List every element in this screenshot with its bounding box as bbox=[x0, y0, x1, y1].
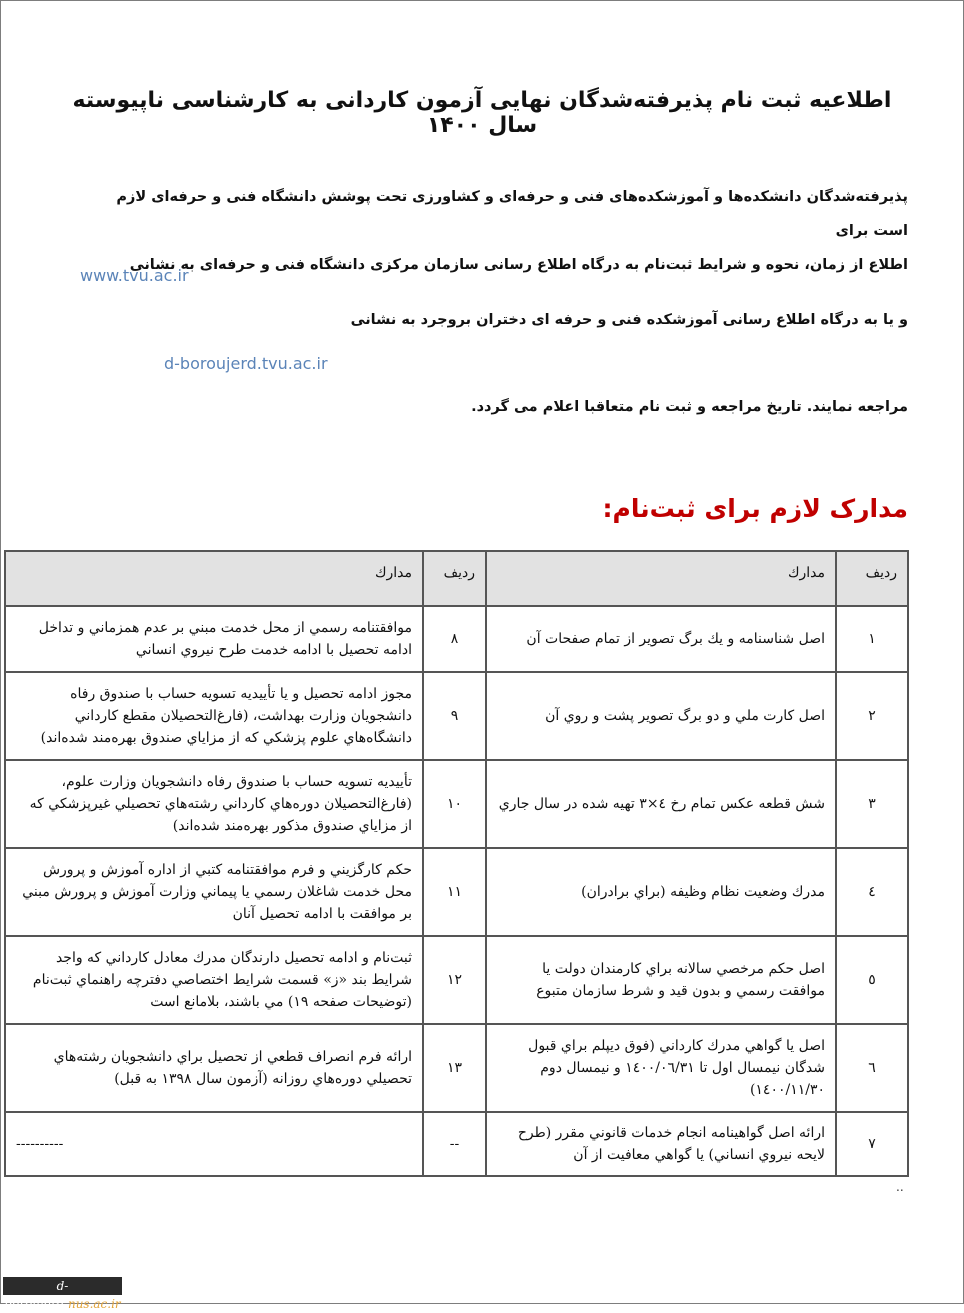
row-number: ٧ bbox=[836, 1112, 908, 1176]
header-row-number: رديف bbox=[836, 551, 908, 606]
row-number: ١٠ bbox=[423, 760, 486, 848]
stray-dots: .. bbox=[896, 1180, 904, 1194]
header-documents-2: مدارك bbox=[5, 551, 423, 606]
watermark-prefix: d-boroujerd. bbox=[4, 1279, 69, 1311]
document-cell: تأييديه تسويه حساب با صندوق رفاه دانشجويان وزارت علوم، (فارغ‌التحصيلان دوره‌هاي كارداني رشته‌هاي تحصيلي غيرپزشكي كه از مزاياي صندوق مذكور بهره‌مند شده‌اند) bbox=[5, 760, 423, 848]
row-number: ٣ bbox=[836, 760, 908, 848]
page-title: اطلاعیه ثبت نام پذیرفته‌شدگان نهایی آزمون کاردانی به کارشناسی ناپیوسته سال ۱۴۰۰ bbox=[72, 88, 892, 138]
row-number: ٨ bbox=[423, 606, 486, 672]
table-header-row bbox=[5, 551, 908, 606]
table-row bbox=[5, 936, 908, 1024]
table-row bbox=[5, 1112, 908, 1176]
intro-line-2: اطلاع از زمان، نحوه و شرایط ثبت‌نام به درگاه اطلاع رسانی سازمان مرکزی دانشگاه فنی و حرفه‌ای به نشانی bbox=[129, 257, 908, 273]
row-number: ١٣ bbox=[423, 1024, 486, 1112]
document-cell: موافقتنامه رسمي از محل خدمت مبني بر عدم همزماني و تداخل ادامه تحصيل با ادامه خدمت طرح نيروي انساني bbox=[5, 606, 423, 672]
header-row-number-2: رديف bbox=[423, 551, 486, 606]
required-documents-heading: مدارک لازم برای ثبت‌نام: bbox=[602, 494, 908, 523]
document-cell: اصل يا گواهي مدرك كارداني (فوق ديپلم براي قبول شدگان نيمسال اول تا ١٤٠٠/٠٦/٣١ و نيمسال دوم ١٤٠٠/١١/٣٠) bbox=[486, 1024, 836, 1112]
row-number: ١١ bbox=[423, 848, 486, 936]
watermark-domain: nus.ac.ir bbox=[67, 1297, 121, 1311]
document-cell: ---------- bbox=[5, 1112, 423, 1176]
row-number: ٥ bbox=[836, 936, 908, 1024]
document-cell: اصل كارت ملي و دو برگ تصوير پشت و روي آن bbox=[486, 672, 836, 760]
header-documents: مدارك bbox=[486, 551, 836, 606]
document-cell: اصل حكم مرخصي سالانه براي كارمندان دولت يا موافقت رسمي و بدون قيد و شرط سازمان متبوع bbox=[486, 936, 836, 1024]
tvu-website-link[interactable]: www.tvu.ac.ir bbox=[80, 266, 189, 285]
row-number: ٦ bbox=[836, 1024, 908, 1112]
row-number: ١٢ bbox=[423, 936, 486, 1024]
row-number: ٩ bbox=[423, 672, 486, 760]
table-row bbox=[5, 1024, 908, 1112]
table-row bbox=[5, 760, 908, 848]
document-cell: ارائه فرم انصراف قطعي از تحصيل براي دانشجويان رشته‌هاي تحصيلي دوره‌هاي روزانه (آزمون سال ١٣٩٨ به قبل) bbox=[5, 1024, 423, 1112]
row-number: ٤ bbox=[836, 848, 908, 936]
table-row bbox=[5, 848, 908, 936]
table-row bbox=[5, 672, 908, 760]
document-cell: ارائه اصل گواهينامه انجام خدمات قانوني مقرر (طرح لايحه نيروي انساني) يا گواهي معافيت از آن bbox=[486, 1112, 836, 1176]
row-number: -- bbox=[423, 1112, 486, 1176]
intro-line-3: و یا به درگاه اطلاع رسانی آموزشکده فنی و حرفه ای دختران بروجرد به نشانی bbox=[350, 312, 908, 328]
row-number: ٢ bbox=[836, 672, 908, 760]
intro-paragraph bbox=[88, 180, 908, 282]
row-number: ١ bbox=[836, 606, 908, 672]
required-documents-table bbox=[4, 550, 909, 1177]
document-cell: ثبت‌نام و ادامه تحصيل دارندگان مدرك معادل كارداني كه واجد شرايط بند «ز» قسمت شرايط اختصاصي دفترچه راهنماي ثبت‌نام (توضيحات صفحه ١٩) مي باشند، بلامانع است bbox=[5, 936, 423, 1024]
document-cell: اصل شناسنامه و يك برگ تصوير از تمام صفحات آن bbox=[486, 606, 836, 672]
document-cell: شش قطعه عكس تمام رخ ٤×٣ تهيه شده در سال جاري bbox=[486, 760, 836, 848]
site-watermark bbox=[3, 1277, 122, 1311]
intro-line-4: مراجعه نمایند. تاریخ مراجعه و ثبت نام متعاقبا اعلام می گردد. bbox=[471, 399, 908, 415]
school-website-link[interactable]: d-boroujerd.tvu.ac.ir bbox=[164, 354, 328, 373]
document-cell: مجوز ادامه تحصيل و يا تأييديه تسويه حساب با صندوق رفاه دانشجويان وزارت بهداشت، (فارغ‌التحصيلان مقطع كارداني دانشگاه‌هاي علوم پزشكي كه از مزاياي صندوق بهره‌مند شده‌اند) bbox=[5, 672, 423, 760]
intro-line-1: پذیرفته‌شدگان دانشکده‌ها و آموزشکده‌های فنی و حرفه‌ای و کشاورزی تحت پوشش دانشگاه فنی و حرفه‌ای لازم است برای bbox=[116, 189, 908, 239]
document-cell: مدرك وضعيت نظام وظيفه (براي برادران) bbox=[486, 848, 836, 936]
document-cell: حكم كارگزيني و فرم موافقتنامه كتبي از اداره آموزش و پرورش محل خدمت شاغلان رسمي يا پيماني وزارت آموزش و پرورش مبني بر موافقت با ادامه تحصيل آنان bbox=[5, 848, 423, 936]
table-row bbox=[5, 606, 908, 672]
